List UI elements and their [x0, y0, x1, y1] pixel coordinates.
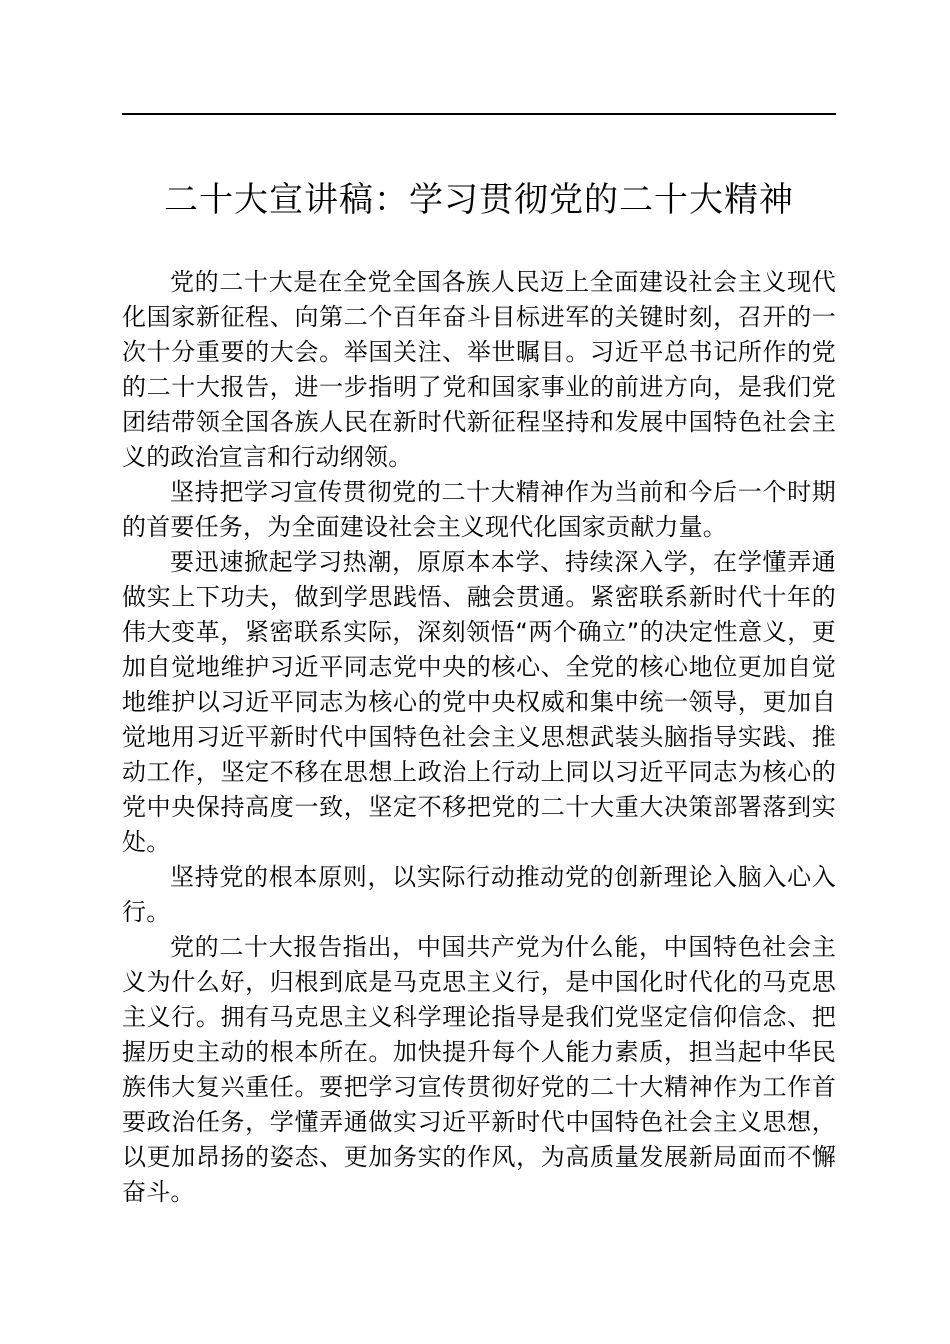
header-rule	[122, 113, 836, 115]
document-title: 二十大宣讲稿：学习贯彻党的二十大精神	[164, 180, 794, 220]
paragraph-3: 要迅速掀起学习热潮，原原本本学、持续深入学，在学懂弄通做实上下功夫，做到学思践悟、融会贯通。紧密联系新时代十年的伟大变革，紧密联系实际，深刻领悟“两个确立”的决定性意义，更加自觉地维护习近平同志党中央的核心、全党的核心地位更加自觉地维护以习近平同志为核心的党中央权威和集中统一领导，更加自觉地用习近平新时代中国特色社会主义思想武装头脑指导实践、推动工作，坚定不移在思想上政治上行动上同以习近平同志为核心的党中央保持高度一致，坚定不移把党的二十大重大决策部署落到实处。	[122, 548, 836, 856]
paragraph-4: 坚持党的根本原则，以实际行动推动党的创新理论入脑入心入行。	[122, 863, 836, 926]
paragraph-2: 坚持把学习宣传贯彻党的二十大精神作为当前和今后一个时期的首要任务，为全面建设社会主义现代化国家贡献力量。	[122, 478, 836, 541]
paragraph-5: 党的二十大报告指出，中国共产党为什么能，中国特色社会主义为什么好，归根到底是马克思主义行，是中国化时代化的马克思主义行。拥有马克思主义科学理论指导是我们党坚定信仰信念、把握历史主动的根本所在。加快提升每个人能力素质，担当起中华民族伟大复兴重任。要把学习宣传贯彻好党的二十大精神作为工作首要政治任务，学懂弄通做实习近平新时代中国特色社会主义思想，以更加昂扬的姿态、更加务实的作风，为高质量发展新局面而不懈奋斗。	[122, 933, 836, 1206]
paragraph-1: 党的二十大是在全党全国各族人民迈上全面建设社会主义现代化国家新征程、向第二个百年奋斗目标进军的关键时刻，召开的一次十分重要的大会。举国关注、举世瞩目。习近平总书记所作的党的二十大报告，进一步指明了党和国家事业的前进方向，是我们党团结带领全国各族人民在新时代新征程坚持和发展中国特色社会主义的政治宣言和行动纲领。	[122, 268, 836, 471]
document-body	[122, 265, 836, 1210]
